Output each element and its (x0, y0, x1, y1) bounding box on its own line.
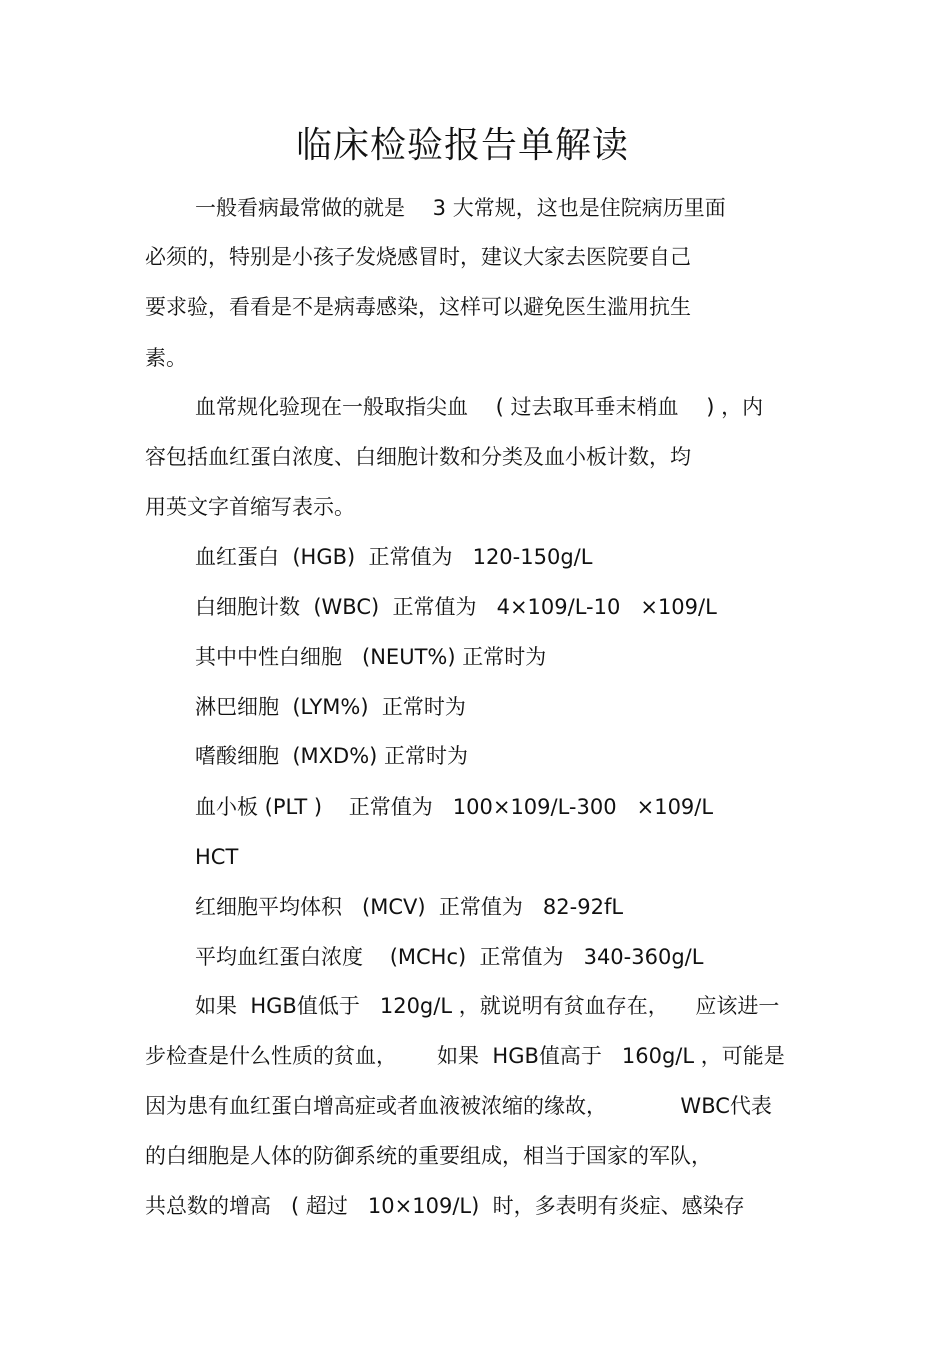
paragraph-line: 血常规化验现在一般取指尖血 ( 过去取耳垂末梢血 ) ，内 (195, 395, 764, 419)
paragraph-line: 一般看病最常做的就是 3 大常规，这也是住院病历里面 (195, 196, 726, 220)
paragraph-line: 要求验，看看是不是病毒感染，这样可以避免医生滥用抗生 (145, 295, 691, 319)
reference-line-plt: 血小板 (PLT ) 正常值为 100×109/L-300 ×109/L (195, 795, 714, 819)
paragraph-line: 素。 (145, 346, 187, 370)
reference-line-neut: 其中中性白细胞 (NEUT%) 正常时为 (195, 645, 547, 669)
reference-line-hgb: 血红蛋白 (HGB) 正常值为 120-150g/L (195, 545, 593, 569)
document-title: 临床检验报告单解读 (295, 125, 629, 166)
reference-line-lym: 淋巴细胞 (LYM%) 正常时为 (195, 695, 466, 719)
paragraph-line: 必须的，特别是小孩子发烧感冒时，建议大家去医院要自己 (145, 245, 691, 269)
paragraph-line: 容包括血红蛋白浓度、白细胞计数和分类及血小板计数，均 (145, 445, 691, 469)
reference-line-wbc: 白细胞计数 (WBC) 正常值为 4×109/L-10 ×109/L (195, 595, 717, 619)
paragraph-line: 的白细胞是人体的防御系统的重要组成，相当于国家的军队， (145, 1144, 712, 1168)
reference-line-mcv: 红细胞平均体积 (MCV) 正常值为 82-92fL (195, 895, 624, 919)
paragraph-line: 因为患有血红蛋白增高症或者血液被浓缩的缘故， WBC代表 (145, 1094, 772, 1118)
paragraph-line: 用英文字首缩写表示。 (145, 495, 355, 519)
paragraph-line: 如果 HGB值低于 120g/L ，就说明有贫血存在， 应该进一 (195, 994, 780, 1018)
paragraph-line: 步检查是什么性质的贫血， 如果 HGB值高于 160g/L ，可能是 (145, 1044, 785, 1068)
paragraph-line: 共总数的增高 ( 超过 10×109/L) 时，多表明有炎症、感染存 (145, 1194, 745, 1218)
reference-line-mchc: 平均血红蛋白浓度 (MCHc) 正常值为 340-360g/L (195, 945, 704, 969)
reference-line-mxd: 嗜酸细胞 (MXD%) 正常时为 (195, 744, 469, 768)
reference-line-hct: HCT (195, 845, 239, 869)
